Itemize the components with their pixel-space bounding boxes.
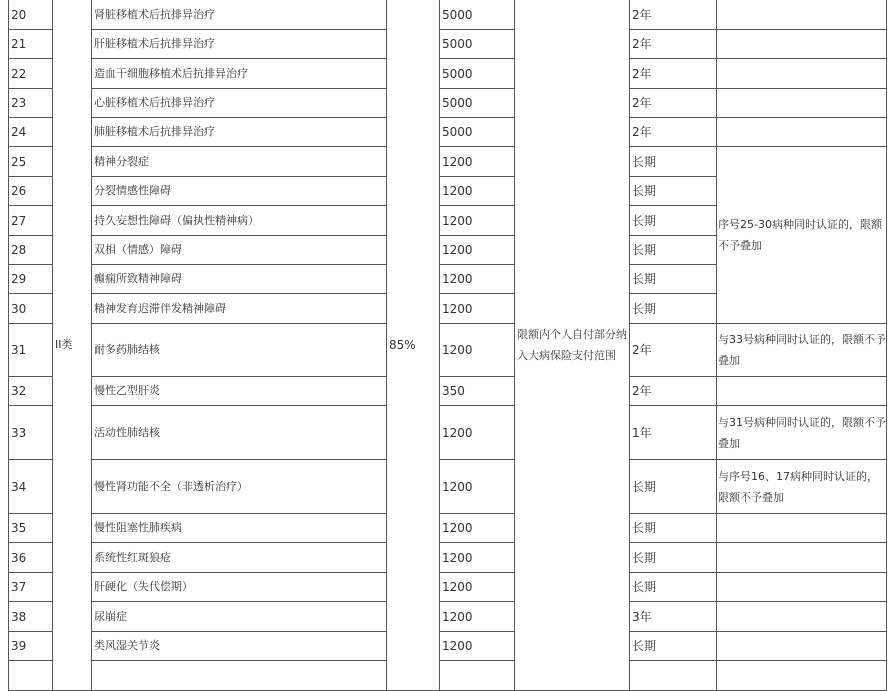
limit-amount: 350 <box>440 377 515 406</box>
disease-name: 持久妄想性障碍（偏执性精神病） <box>92 206 387 236</box>
period: 长期 <box>630 236 717 265</box>
row-number: 32 <box>9 377 53 406</box>
limit-amount: 1200 <box>440 147 515 177</box>
remark: 与31号病种同时认证的，限额不予叠加 <box>717 406 887 460</box>
limit-amount: 5000 <box>440 30 515 59</box>
disease-name: 肾脏移植术后抗排异治疗 <box>92 0 387 30</box>
row-number: 22 <box>9 59 53 89</box>
period: 长期 <box>630 206 717 236</box>
disease-name: 造血干细胞移植术后抗排异治疗 <box>92 59 387 89</box>
limit-amount: 5000 <box>440 118 515 147</box>
limit-amount: 1200 <box>440 177 515 206</box>
row-number: 27 <box>9 206 53 236</box>
remark-group: 序号25-30病种同时认证的，限额不予叠加 <box>717 147 887 324</box>
limit-amount: 1200 <box>440 514 515 543</box>
row-number: 28 <box>9 236 53 265</box>
table-row <box>9 602 887 632</box>
period: 3年 <box>630 602 717 632</box>
table-row <box>9 543 887 573</box>
row-number: 20 <box>9 0 53 30</box>
disease-name: 精神发育迟滞伴发精神障碍 <box>92 294 387 324</box>
table-row <box>9 661 887 691</box>
disease-name: 精神分裂症 <box>92 147 387 177</box>
limit-amount: 5000 <box>440 89 515 118</box>
ratio-cell: 85% <box>387 0 440 691</box>
row-number: 39 <box>9 632 53 661</box>
row-number: 34 <box>9 460 53 514</box>
table-row <box>9 0 887 30</box>
row-number: 36 <box>9 543 53 573</box>
category-cell: II类 <box>53 0 92 691</box>
period: 2年 <box>630 324 717 377</box>
table-row <box>9 632 887 661</box>
row-number <box>9 661 53 691</box>
period: 长期 <box>630 543 717 573</box>
table-row <box>9 118 887 147</box>
disease-name: 癫痫所致精神障碍 <box>92 265 387 294</box>
disease-name: 肝硬化（失代偿期） <box>92 573 387 602</box>
disease-table <box>8 0 887 691</box>
limit-amount: 1200 <box>440 543 515 573</box>
limit-amount: 1200 <box>440 602 515 632</box>
disease-name: 慢性阻塞性肺疾病 <box>92 514 387 543</box>
table-row <box>9 59 887 89</box>
remark: 与序号16、17病种同时认证的，限额不予叠加 <box>717 460 887 514</box>
scope-note: 限额内个人自付部分纳入大病保险支付范围 <box>515 0 630 691</box>
table-row <box>9 514 887 543</box>
remark <box>717 118 887 147</box>
limit-amount: 5000 <box>440 0 515 30</box>
disease-name: 耐多药肺结核 <box>92 324 387 377</box>
period: 长期 <box>630 460 717 514</box>
remark <box>717 543 887 573</box>
remark <box>717 573 887 602</box>
disease-name: 肝脏移植术后抗排异治疗 <box>92 30 387 59</box>
table-row <box>9 460 887 514</box>
row-number: 38 <box>9 602 53 632</box>
limit-amount: 1200 <box>440 406 515 460</box>
row-number: 30 <box>9 294 53 324</box>
disease-name: 活动性肺结核 <box>92 406 387 460</box>
remark <box>717 602 887 632</box>
disease-name: 肺脏移植术后抗排异治疗 <box>92 118 387 147</box>
period: 2年 <box>630 89 717 118</box>
remark <box>717 89 887 118</box>
disease-name: 慢性肾功能不全（非透析治疗） <box>92 460 387 514</box>
period: 2年 <box>630 59 717 89</box>
remark <box>717 514 887 543</box>
limit-amount: 1200 <box>440 573 515 602</box>
disease-name: 类风湿关节炎 <box>92 632 387 661</box>
row-number: 31 <box>9 324 53 377</box>
row-number: 24 <box>9 118 53 147</box>
period: 2年 <box>630 0 717 30</box>
table-row <box>9 573 887 602</box>
limit-amount: 5000 <box>440 59 515 89</box>
row-number: 35 <box>9 514 53 543</box>
row-number: 33 <box>9 406 53 460</box>
limit-amount: 1200 <box>440 294 515 324</box>
disease-name: 慢性乙型肝炎 <box>92 377 387 406</box>
row-number: 25 <box>9 147 53 177</box>
period: 长期 <box>630 265 717 294</box>
period: 长期 <box>630 573 717 602</box>
disease-name: 尿崩症 <box>92 602 387 632</box>
limit-amount: 1200 <box>440 206 515 236</box>
period: 2年 <box>630 30 717 59</box>
table-row <box>9 147 887 177</box>
remark <box>717 377 887 406</box>
table-row <box>9 377 887 406</box>
row-number: 37 <box>9 573 53 602</box>
disease-name: 分裂情感性障碍 <box>92 177 387 206</box>
remark <box>717 59 887 89</box>
period: 长期 <box>630 514 717 543</box>
period <box>630 661 717 691</box>
period: 1年 <box>630 406 717 460</box>
period: 长期 <box>630 177 717 206</box>
disease-name <box>92 661 387 691</box>
disease-name: 系统性红斑狼疮 <box>92 543 387 573</box>
table-row <box>9 406 887 460</box>
remark <box>717 632 887 661</box>
table-row <box>9 89 887 118</box>
row-number: 23 <box>9 89 53 118</box>
limit-amount <box>440 661 515 691</box>
row-number: 21 <box>9 30 53 59</box>
limit-amount: 1200 <box>440 460 515 514</box>
period: 长期 <box>630 147 717 177</box>
remark <box>717 0 887 30</box>
disease-name: 双相（情感）障碍 <box>92 236 387 265</box>
limit-amount: 1200 <box>440 632 515 661</box>
disease-name: 心脏移植术后抗排异治疗 <box>92 89 387 118</box>
table-row <box>9 324 887 377</box>
limit-amount: 1200 <box>440 236 515 265</box>
period: 2年 <box>630 118 717 147</box>
remark <box>717 30 887 59</box>
period: 2年 <box>630 377 717 406</box>
row-number: 26 <box>9 177 53 206</box>
limit-amount: 1200 <box>440 324 515 377</box>
remark: 与33号病种同时认证的，限额不予叠加 <box>717 324 887 377</box>
row-number: 29 <box>9 265 53 294</box>
remark <box>717 661 887 691</box>
limit-amount: 1200 <box>440 265 515 294</box>
table-row <box>9 30 887 59</box>
period: 长期 <box>630 632 717 661</box>
period: 长期 <box>630 294 717 324</box>
